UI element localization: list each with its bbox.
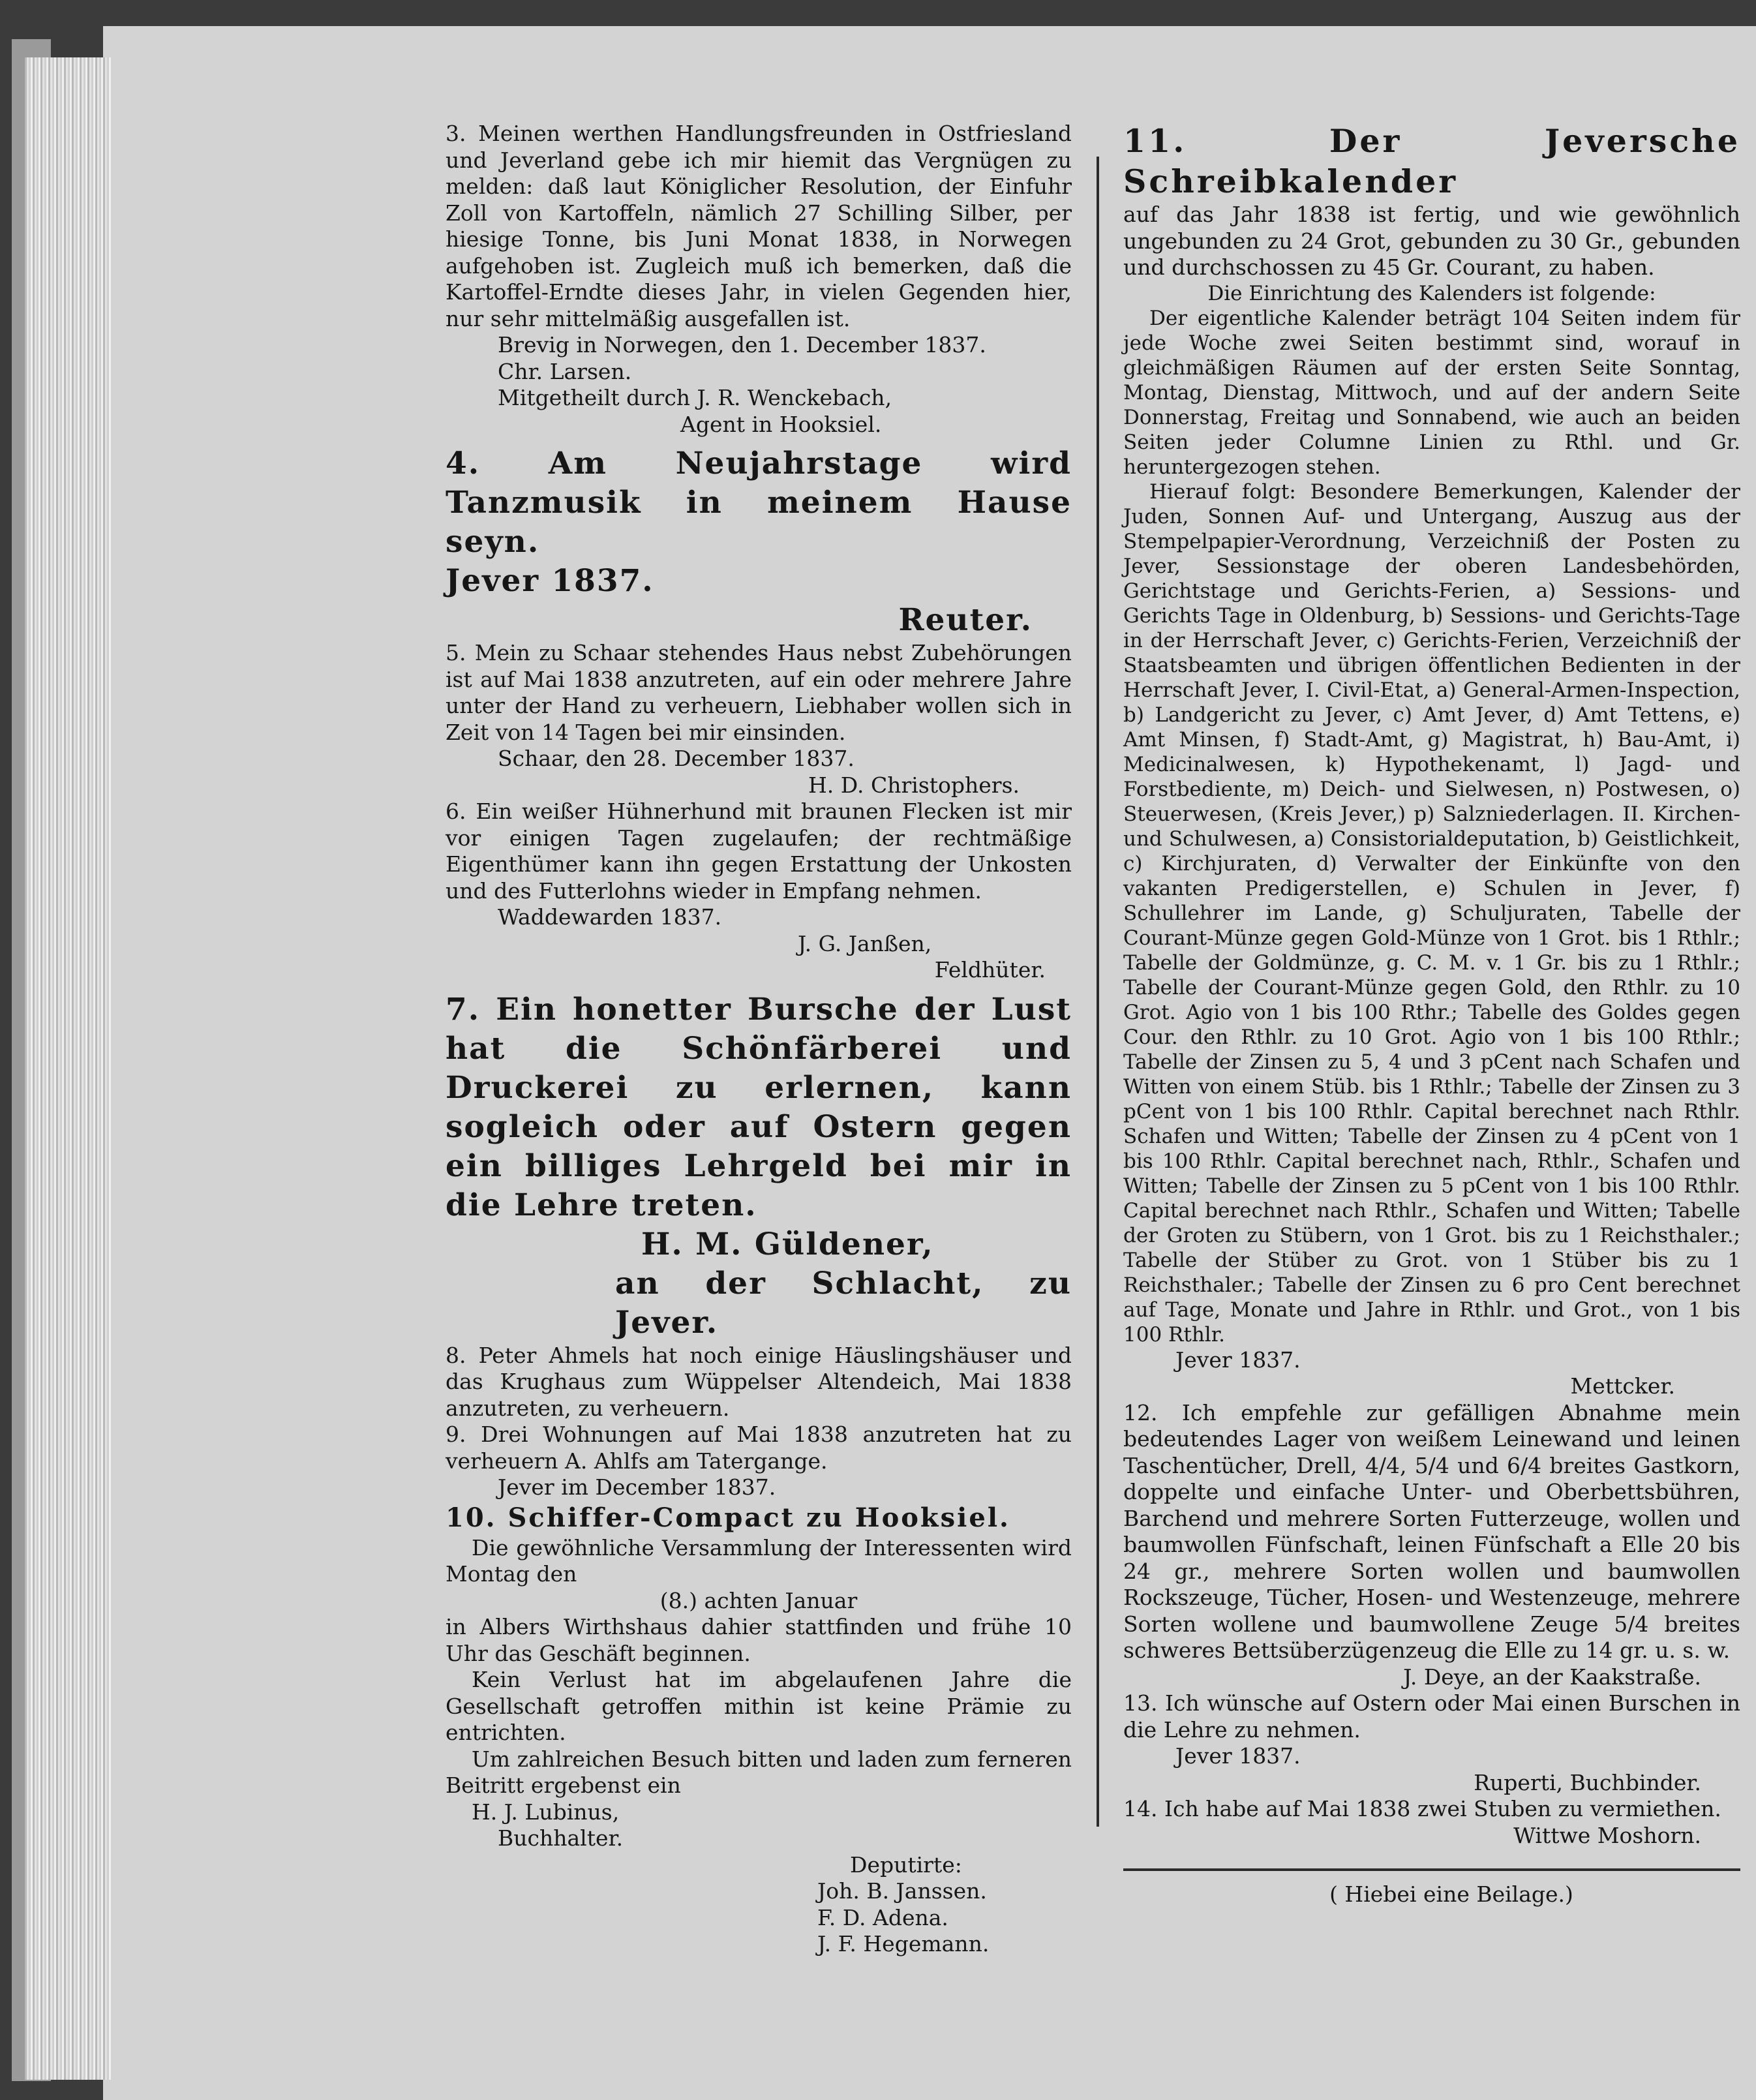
advert-11-heading: 11. Der Jeversche Schreibkalender [1123, 122, 1740, 200]
advert-11-text-1: auf das Jahr 1838 ist fertig, und wie gewöhnlich ungebunden zu 24 Grot, gebunden zu 30 Gr., gebunden und durchschossen zu 45 Gr. Courant, zu haben. [1123, 202, 1740, 280]
advert-6-name: J. G. Janßen, [798, 930, 932, 956]
advert-4 [446, 444, 1072, 640]
advert-11-name: Mettcker. [1570, 1373, 1675, 1399]
advert-13-text: 13. Ich wünsche auf Ostern oder Mai einen Burschen in die Lehre zu nehmen. [1123, 1690, 1740, 1742]
advert-14-name: Wittwe Moshorn. [1513, 1822, 1701, 1848]
advert-4-name: Reuter. [898, 602, 1033, 638]
advert-3-place: Brevig in Norwegen, den 1. December 1837. [498, 332, 986, 358]
right-column [1123, 121, 1740, 1908]
advert-8 [446, 1343, 1072, 1422]
advert-10-text-3: Kein Verlust hat im abgelaufenen Jahre die Gesellschaft getroffen mithin ist keine Prämie zu entrichten. [446, 1667, 1072, 1745]
advert-6-place: Waddewarden 1837. [498, 904, 722, 930]
advert-10-text-1: Die gewöhnliche Versammlung der Interessenten wird Montag den [446, 1534, 1072, 1587]
advert-9-place: Jever im December 1837. [498, 1474, 776, 1500]
advert-5-text: 5. Mein zu Schaar stehendes Haus nebst Zubehörungen ist auf Mai 1838 anzutreten, auf ein oder mehrere Jahre unter der Hand zu verheuern, Liebhaber wollen sich in Zeit von 14 Tagen bei mir einsinden. [446, 640, 1072, 745]
advert-14 [1123, 1796, 1740, 1849]
advert-10-deputies-label: Deputirte: [850, 1851, 962, 1878]
advert-9 [446, 1422, 1072, 1501]
advert-10-text-4: Um zahlreichen Besuch bitten und laden zum ferneren Beitritt ergebenst ein [446, 1746, 1072, 1798]
advert-11-text-2: Der eigentliche Kalender beträgt 104 Seiten indem für jede Woche zwei Seiten bestimmt sind, worauf in gleichmäßigen Räumen auf der ersten Seite Sonntag, Montag, Dienstag, Mittwoch, und auf der andern Seite Donnerstag, Freitag und Sonnabend, wie auch an beiden Seiten jeder Columne Linien zu Rthl. und Gr. heruntergezogen stehen. [1123, 306, 1740, 479]
advert-11 [1123, 121, 1740, 1400]
advert-7-name: H. M. Güldener, [641, 1226, 934, 1262]
advert-12-text: 12. Ich empfehle zur gefälligen Abnahme mein bedeutendes Lager von weißem Leinewand und leinen Taschentücher, Drell, 4/4, 5/4 und 6/4 breites Gastkorn, doppelte und einfache Unter- und Oberbettsbühren, Barchend und mehrere Sorten Futterzeuge, wollen und baumwollen Fünfschaft, leinen Fünfschaft a Elle 20 bis 24 gr., mehrere Sorten wollen und baumwollen Rockszeuge, Tücher, Hosen- und Westenzeuge, mehrere Sorten wollene und baumwollene Zeuge 5/4 breites schweres Bettsüberzügenzeug die Elle zu 14 gr. u. s. w. [1123, 1399, 1740, 1663]
advert-14-text: 14. Ich habe auf Mai 1838 zwei Stuben zu vermiethen. [1123, 1796, 1721, 1821]
advert-7 [446, 990, 1072, 1343]
left-column [446, 121, 1072, 1958]
advert-5-place: Schaar, den 28. December 1837. [498, 746, 855, 771]
advert-10-deputy: F. D. Adena. [817, 1904, 948, 1930]
advert-10-date: (8.) achten Januar [659, 1587, 858, 1613]
advert-3-agent: Agent in Hooksiel. [680, 411, 882, 437]
advert-3-text: 3. Meinen werthen Handlungsfreunden in Ostfriesland und Jeverland gebe ich mir hiemit das Vergnügen zu melden: daß laut Königlicher Resolution, der Einfuhr Zoll von Kartoffeln, nämlich 27 Schilling Silber, per hiesige Tonne, bis Juni Monat 1838, in Norwegen aufgehoben ist. Zugleich muß ich bemerken, daß die Kartoffel-Erndte dieses Jahr, in vielen Gegenden hier, nur sehr mittelmäßig ausgefallen ist. [446, 121, 1072, 331]
advert-6-text: 6. Ein weißer Hühnerhund mit braunen Flecken ist mir vor einigen Tagen zugelaufen; der rechtmäßige Eigenthümer kann ihn gegen Erstattung der Unkosten und des Futterlohns wieder in Empfang nehmen. [446, 799, 1072, 904]
advert-10-role: Buchhalter. [498, 1825, 624, 1851]
page-edge-stack [25, 57, 111, 2080]
advert-9-text: 9. Drei Wohnungen auf Mai 1838 anzutreten hat zu verheuern A. Ahlfs am Tatergange. [446, 1422, 1072, 1474]
advert-10-deputy: Joh. B. Janssen. [817, 1878, 987, 1904]
advert-4-text: 4. Am Neujahrstage wird Tanzmusik in meinem Hause seyn. [446, 446, 1072, 560]
advert-7-place: an der Schlacht, zu Jever. [615, 1265, 1072, 1341]
advert-13-place: Jever 1837. [1175, 1743, 1301, 1769]
advert-3 [446, 121, 1072, 438]
advert-3-via: Mitgetheilt durch J. R. Wenckebach, [498, 385, 892, 410]
advert-11-subheading: Die Einrichtung des Kalenders ist folgende: [1207, 281, 1656, 305]
advert-10-text-2: in Albers Wirthshaus dahier stattfinden und frühe 10 Uhr das Geschäft beginnen. [446, 1614, 1072, 1666]
advert-6-role: Feldhüter. [934, 957, 1046, 982]
advert-8-text: 8. Peter Ahmels hat noch einige Häuslingshäuser und das Krughaus zum Wüppelser Altendeich, Mai 1838 anzutreten, zu verheuern. [446, 1342, 1072, 1421]
advert-10-heading: 10. Schiffer-Compact zu Hooksiel. [446, 1502, 1010, 1533]
column-divider [1097, 157, 1099, 1827]
advert-6 [446, 799, 1072, 984]
advert-12 [1123, 1400, 1740, 1691]
advert-10 [446, 1501, 1072, 1958]
supplement-note: ( Hiebei eine Beilage.) [1329, 1881, 1573, 1907]
advert-11-text-3: Hierauf folgt: Besondere Bemerkungen, Kalender der Juden, Sonnen Auf- und Untergang, Auszug aus der Stempelpapier-Verordnung, Verzeichniß der Posten zu Jever, Sessionstage der oberen Landesbehörden, Gerichtstage und Gerichts-Ferien, a) Sessions- und Gerichts Tage in Oldenburg, b) Sessions- und Gerichts-Tage in der Herrschaft Jever, c) Gerichts-Ferien, Verzeichniß der Staatsbeamten und übrigen öffentlichen Bedienten in der Herrschaft Jever, I. Civil-Etat, a) General-Armen-Inspection, b) Landgericht zu Jever, c) Amt Jever, d) Amt Tettens, e) Amt Minsen, f) Stadt-Amt, g) Magistrat, h) Bau-Amt, i) Medicinalwesen, k) Hypothekenamt, l) Jagd- und Forstbediente, m) Deich- und Sielwesen, n) Postwesen, o) Steuerwesen, (Kreis Jever,) p) Salzniederlagen. II. Kirchen- und Schulwesen, a) Consistorialdeputation, b) Geistlichkeit, c) Kirchjuraten, d) Verwalter der Einkünfte von den vakanten Predigerstellen, e) Schulen in Jever, f) Schullehrer im Lande, g) Schuljuraten, Tabelle der Courant-Münze gegen Gold-Münze von 1 Grot. bis 1 Rthlr.; Tabelle der Goldmünze, g. C. M. v. 1 Gr. bis zu 1 Rthlr.; Tabelle der Courant-Münze gegen Gold, den Rthlr. zu 10 Grot. Agio von 1 bis 100 Rthr.; Tabelle des Goldes gegen Cour. den Rthlr. zu 10 Grot. Agio von 1 bis 100 Rthlr.; Tabelle der Zinsen zu 5, 4 und 3 pCent nach Schafen und Witten von einem Stüb. bis 1 Rthlr.; Tabelle der Zinsen zu 3 pCent von 1 bis 100 Rthlr. Capital berechnet nach Rthlr. Schafen und Witten; Tabelle der Zinsen zu 4 pCent von 1 bis 100 Rthlr. Capital berechnet nach, Rthlr., Schafen und Witten; Tabelle der Zinsen zu 5 pCent von 1 bis 100 Rthlr. Capital berechnet nach Rthlr., Schafen und Witten; Tabelle der Groten zu Stübern, von 1 Grot. bis zu 1 Reichsthaler.; Tabelle der Stüber zu Grot. von 1 Stüber bis zu 1 Reichsthaler.; Tabelle der Zinsen zu 6 pro Cent berechnet auf Tage, Monate und Jahre in Rthlr. und Grot., von 1 bis 100 Rthlr. [1123, 479, 1740, 1347]
advert-10-name: H. J. Lubinus, [472, 1799, 620, 1825]
advert-5 [446, 640, 1072, 799]
advert-10-deputy: J. F. Hegemann. [817, 1931, 990, 1956]
advert-3-name: Chr. Larsen. [498, 358, 632, 384]
advert-12-name: J. Deye, an der Kaakstraße. [1403, 1664, 1701, 1690]
advert-13 [1123, 1690, 1740, 1796]
advert-11-place: Jever 1837. [1175, 1347, 1301, 1373]
advert-5-name: H. D. Christophers. [808, 772, 1020, 798]
advert-7-text: 7. Ein honetter Bursche der Lust hat die Schönfärberei und Druckerei zu erlernen, kann sogleich oder auf Ostern gegen ein billiges Lehrgeld bei mir in die Lehre treten. [446, 991, 1072, 1223]
advert-13-name: Ruperti, Buchbinder. [1474, 1769, 1701, 1795]
advert-4-place: Jever 1837. [446, 563, 654, 599]
footer-rule [1123, 1868, 1740, 1871]
